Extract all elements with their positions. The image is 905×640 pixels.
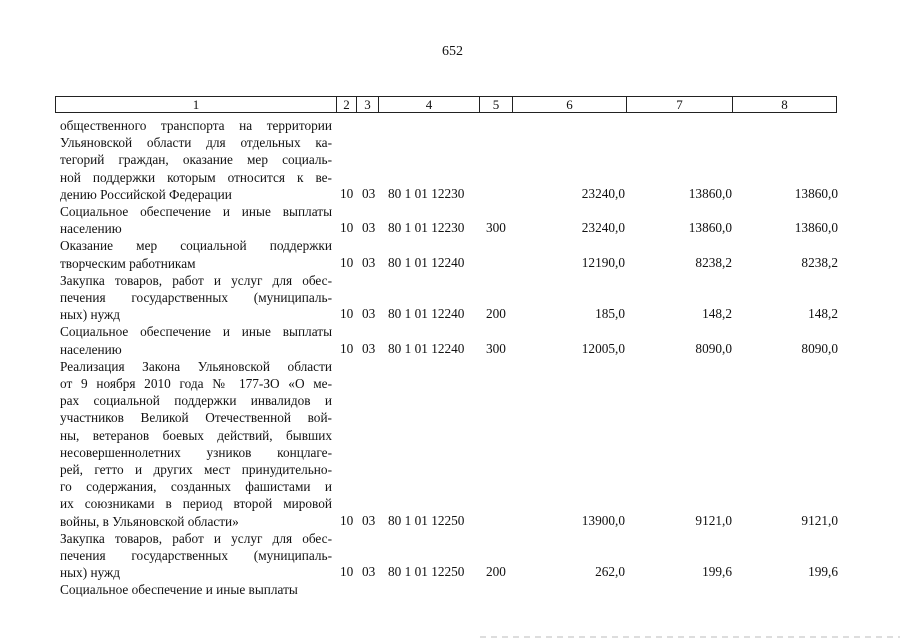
description-line: населению [60, 341, 122, 357]
description-line: тегорий граждан, оказание мер социаль- [60, 152, 332, 168]
header-col-1: 1 [56, 97, 337, 112]
row-expense-type: 300 [486, 340, 506, 356]
header-col-5: 5 [480, 97, 513, 112]
row-section: 10 [340, 512, 354, 528]
description-line: го содержания, созданных фашистами и [60, 479, 332, 495]
description-line: Социальное обеспечение и иные выплаты [60, 324, 332, 340]
row-expense-type: 200 [486, 306, 506, 322]
row-section: 10 [340, 220, 354, 236]
row-subsection: 03 [362, 564, 376, 580]
row-description [60, 323, 332, 357]
row-value-col8: 9121,0 [801, 512, 838, 528]
row-value-col8: 199,6 [808, 564, 838, 580]
description-line: творческим работникам [60, 255, 196, 271]
row-target-code: 80 1 01 12240 [388, 254, 465, 270]
row-target-code: 80 1 01 12230 [388, 185, 465, 201]
row-value-col8: 8238,2 [801, 254, 838, 270]
row-value-col8: 13860,0 [794, 185, 838, 201]
row-subsection: 03 [362, 306, 376, 322]
row-value-col7: 199,6 [702, 564, 732, 580]
header-col-8: 8 [781, 97, 788, 112]
row-expense-type: 200 [486, 564, 506, 580]
row-subsection: 03 [362, 220, 376, 236]
row-subsection: 03 [362, 185, 376, 201]
header-col-4: 4 [379, 97, 480, 112]
description-line: дению Российской Федерации [60, 186, 232, 202]
description-line: ной поддержки которым относится к ве- [60, 169, 332, 185]
header-col-7: 7 [627, 97, 733, 112]
description-line: ны, ветеранов боевых действий, бывших [60, 427, 332, 443]
table-header [55, 96, 837, 113]
description-line: Социальное обеспечение и иные выплаты [60, 582, 298, 598]
description-line: рей, гетто и других мест принудительно- [60, 462, 332, 478]
row-value-col6: 12005,0 [581, 340, 625, 356]
row-subsection: 03 [362, 512, 376, 528]
row-value-col6: 262,0 [595, 564, 625, 580]
row-section: 10 [340, 306, 354, 322]
page-number: 652 [442, 44, 463, 59]
row-expense-type: 300 [486, 220, 506, 236]
description-line: участников Великой Отечественной вой- [60, 410, 332, 426]
scan-artifact [480, 636, 900, 638]
row-target-code: 80 1 01 12250 [388, 512, 465, 528]
description-line: Ульяновской области для отдельных ка- [60, 135, 332, 151]
row-value-col7: 13860,0 [688, 185, 732, 201]
row-value-col7: 8238,2 [695, 254, 732, 270]
description-line: их союзниками в период второй мировой [60, 496, 332, 512]
description-line: несовершеннолетних узников концлаге- [60, 444, 332, 460]
row-value-col6: 23240,0 [581, 220, 625, 236]
row-value-col6: 185,0 [595, 306, 625, 322]
row-value-col7: 8090,0 [695, 340, 732, 356]
row-value-col8: 13860,0 [794, 220, 838, 236]
row-target-code: 80 1 01 12250 [388, 564, 465, 580]
row-description [60, 530, 332, 582]
row-value-col8: 8090,0 [801, 340, 838, 356]
row-target-code: 80 1 01 12230 [388, 220, 465, 236]
header-col-2: 2 [337, 97, 357, 112]
description-line: печения государственных (муниципаль- [60, 290, 332, 305]
description-line: войны, в Ульяновской области» [60, 513, 239, 529]
row-target-code: 80 1 01 12240 [388, 306, 465, 322]
row-description [60, 117, 332, 203]
row-description [60, 237, 332, 271]
row-section: 10 [340, 185, 354, 201]
row-description [60, 203, 332, 237]
description-line: Социальное обеспечение и иные выплаты [60, 204, 332, 219]
row-description [60, 358, 332, 530]
description-line: ных) нужд [60, 565, 120, 581]
row-section: 10 [340, 254, 354, 270]
description-line: населению [60, 221, 122, 237]
description-line: общественного транспорта на территории [60, 118, 332, 133]
row-subsection: 03 [362, 340, 376, 356]
header-col-3: 3 [357, 97, 379, 112]
row-value-col6: 13900,0 [581, 512, 625, 528]
row-subsection: 03 [362, 254, 376, 270]
description-line: ных) нужд [60, 307, 120, 323]
row-section: 10 [340, 340, 354, 356]
row-target-code: 80 1 01 12240 [388, 340, 465, 356]
row-value-col7: 13860,0 [688, 220, 732, 236]
description-line: Закупка товаров, работ и услуг для обес- [60, 272, 332, 288]
row-description [60, 581, 332, 598]
row-value-col6: 23240,0 [581, 185, 625, 201]
description-line: рах социальной поддержки инвалидов и [60, 393, 332, 409]
description-line: печения государственных (муниципаль- [60, 548, 332, 563]
description-line: от 9 ноября 2010 года № 177-ЗО «О ме- [60, 376, 332, 391]
row-section: 10 [340, 564, 354, 580]
description-line: Оказание мер социальной поддержки [60, 238, 332, 254]
row-value-col7: 9121,0 [695, 512, 732, 528]
row-value-col6: 12190,0 [581, 254, 625, 270]
header-col-6: 6 [513, 97, 627, 112]
description-line: Реализация Закона Ульяновской области [60, 358, 332, 374]
row-description [60, 272, 332, 324]
row-value-col8: 148,2 [808, 306, 838, 322]
row-value-col7: 148,2 [702, 306, 732, 322]
description-line: Закупка товаров, работ и услуг для обес- [60, 530, 332, 546]
